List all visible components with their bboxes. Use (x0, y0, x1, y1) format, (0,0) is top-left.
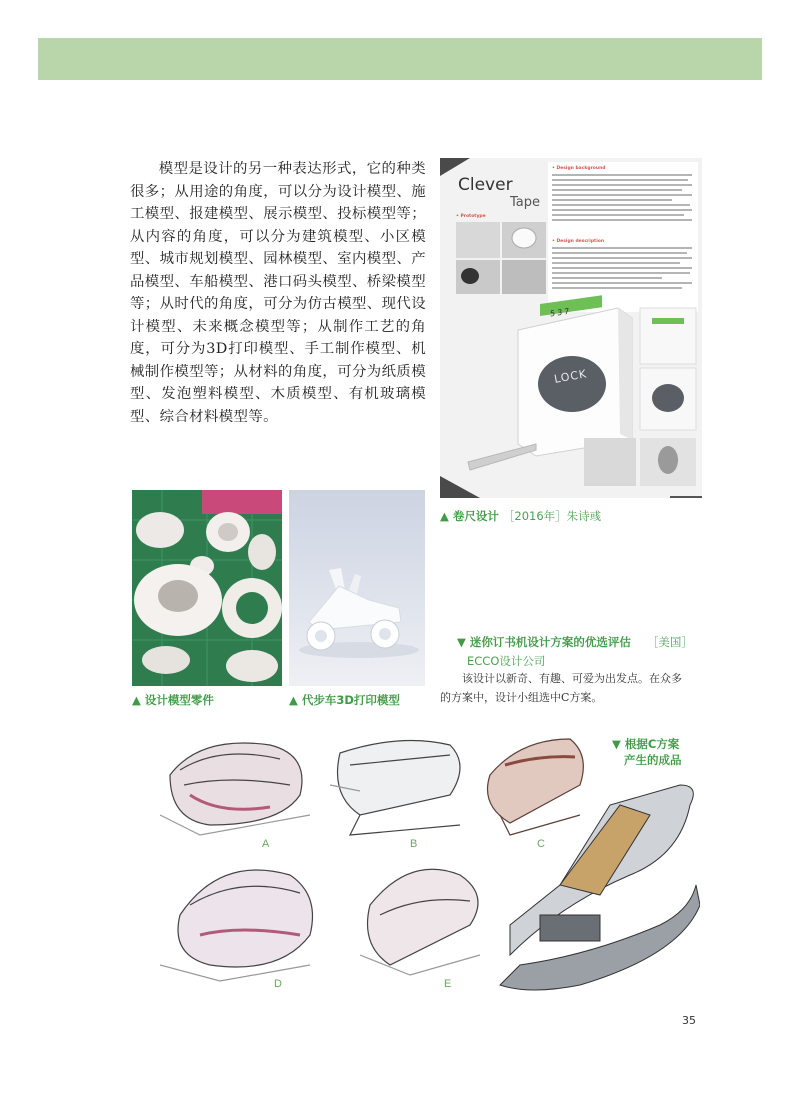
tape-caption-detail: ［2016年］朱诗彧 (502, 509, 602, 523)
poster-title-line2: Tape (510, 195, 541, 210)
stapler-description: 该设计以新奇、有趣、可爱为出发点。在众多的方案中，设计小组选中C方案。 (440, 672, 682, 704)
model-parts-graphic (132, 490, 282, 686)
sketch-d (160, 870, 313, 981)
poster-title-line1: Clever (458, 175, 513, 195)
poster-title (458, 176, 540, 212)
sketch-c (488, 739, 584, 835)
poster-lock-label: LOCK (553, 367, 589, 386)
tape-caption-main: ▲ 卷尺设计 (440, 509, 499, 523)
sketch-label-e: E (444, 978, 452, 990)
sketch-label-d: D (274, 978, 282, 990)
product-caption-line2: 产生的成品 (624, 753, 682, 767)
model-parts-caption: ▲ 设计模型零件 (132, 693, 214, 707)
header-band (38, 38, 762, 80)
sketch-label-b: B (410, 838, 418, 850)
sketch-label-c: C (537, 838, 545, 850)
sketch-e (360, 869, 480, 975)
scooter-photo (289, 490, 425, 686)
product-caption-line1: ▼ 根据C方案 (612, 737, 680, 751)
poster-section-description: • Design description (552, 239, 605, 244)
sketch-b (330, 741, 460, 836)
scooter-caption: ▲ 代步车3D打印模型 (289, 693, 400, 707)
poster-section-background: • Design background (552, 166, 606, 171)
page-number: 35 (682, 1014, 696, 1027)
stapler-caption-country: ［美国］ (646, 635, 693, 649)
tape-caption (440, 508, 601, 524)
scooter-graphic (289, 490, 425, 686)
tape-poster (440, 158, 702, 498)
sketch-label-a: A (262, 838, 270, 850)
stapler-caption-company: ECCO设计公司 (467, 654, 546, 668)
poster-counter: 537 (550, 306, 572, 319)
stapler-caption-title (457, 634, 693, 650)
model-parts-photo (132, 490, 282, 686)
body-paragraph: 模型是设计的另一种表达形式，它的种类很多；从用途的角度，可以分为设计模型、施工模型、报建模型、展示模型、投标模型等；从内容的角度，可以分为建筑模型、小区模型、城市规划模型、园林模型、室内模型、产品模型、车船模型、港口码头模型、桥梁模型等；从时代的角度，可分为仿古模型、现代设计模型、未来概念模型等；从制作工艺的角度，可分为3D打印模型、手工制作模型、机械制作模型等；从材料的角度，可分为纸质模型、发泡塑料模型、木质模型、有机玻璃模型、综合材料模型等。 (130, 161, 426, 425)
poster-section-prototype: • Prototype (456, 214, 486, 219)
sketch-a (160, 743, 310, 835)
final-product (500, 785, 700, 990)
stapler-caption-title-text: ▼ 迷你订书机设计方案的优选评估 (457, 635, 631, 649)
product-caption (612, 736, 682, 768)
